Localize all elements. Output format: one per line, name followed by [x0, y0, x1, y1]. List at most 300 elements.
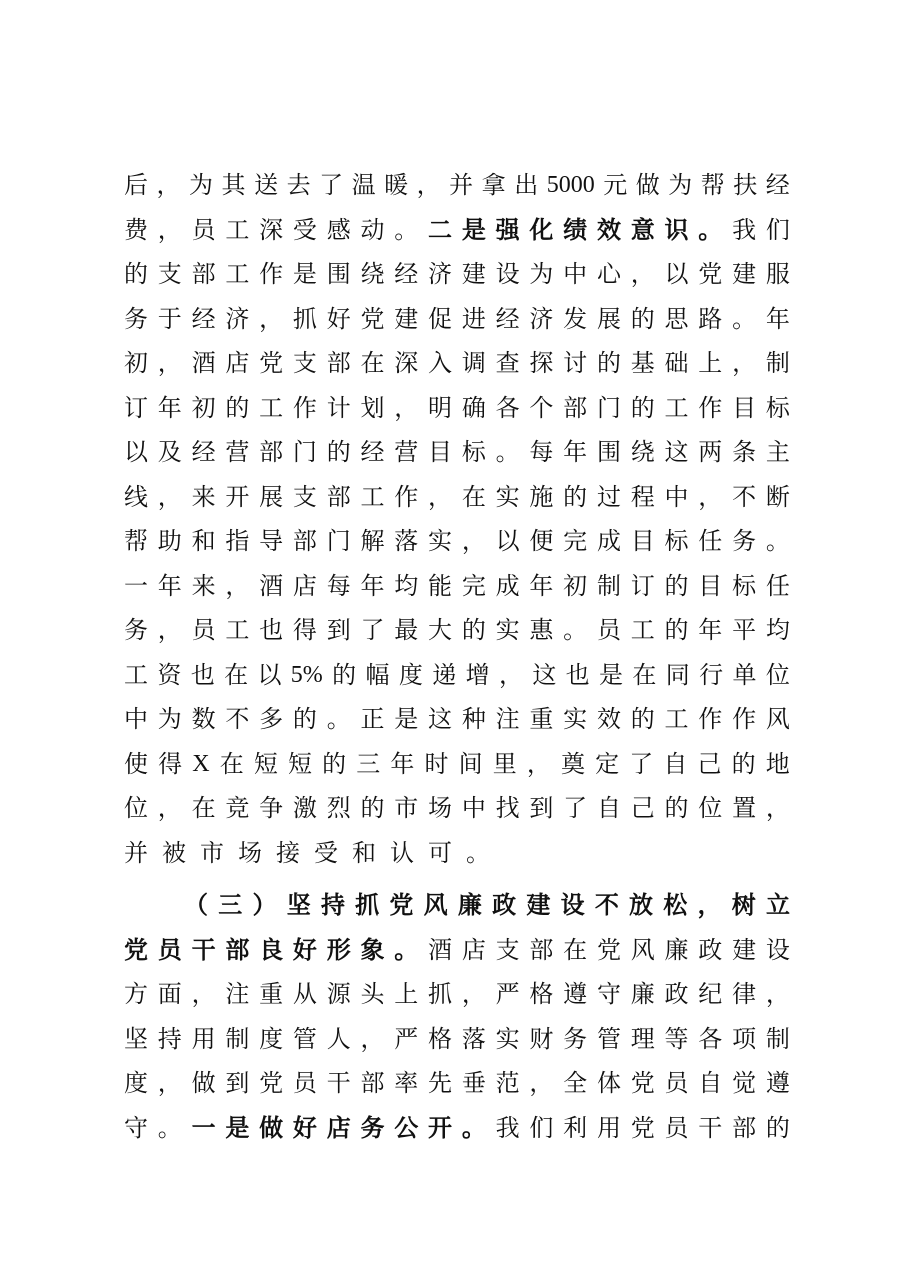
- text-char: 单: [732, 660, 757, 689]
- text-char: 确: [461, 393, 486, 422]
- text-char: 部: [259, 438, 284, 466]
- text-char: 年: [765, 304, 790, 333]
- text-char: 管: [292, 1024, 317, 1053]
- text-char: 的: [461, 616, 486, 644]
- text-char: 开: [225, 482, 250, 511]
- text-line: [124, 386, 790, 431]
- text-char: 每: [529, 438, 554, 466]
- text-char: 。: [394, 215, 419, 244]
- text-char: ，: [157, 616, 182, 644]
- text-char: 设: [765, 935, 790, 964]
- text-char: 以: [495, 527, 520, 555]
- text-char: 市: [394, 794, 419, 822]
- text-char: 正: [360, 705, 385, 733]
- text-char: 体: [596, 1069, 621, 1097]
- text-char: 以: [664, 260, 689, 288]
- text-char: 员: [191, 215, 216, 244]
- text-char: 抓: [292, 304, 317, 333]
- text-char: ，: [461, 980, 486, 1008]
- text-char: 在: [219, 749, 244, 778]
- text-char: 经: [191, 438, 216, 466]
- text-char: 济: [529, 304, 554, 333]
- text-char: 守: [596, 980, 621, 1008]
- text-char: 了: [360, 616, 385, 644]
- text-char: 划: [360, 393, 385, 422]
- text-char: 实: [563, 705, 588, 733]
- text-char: ，: [156, 171, 181, 199]
- body-text: [124, 163, 790, 1150]
- text-char: 中: [461, 794, 486, 822]
- text-char: 落: [394, 527, 419, 555]
- text-char: 落: [461, 1024, 486, 1053]
- text-char: 目: [732, 393, 757, 422]
- text-char: 均: [765, 616, 790, 644]
- text-line: [124, 341, 790, 386]
- text-char: 初: [124, 349, 148, 377]
- text-char: 种: [461, 705, 486, 733]
- text-char: 度: [124, 1069, 148, 1097]
- text-char: 注: [495, 705, 520, 733]
- text-char: 经: [360, 438, 385, 466]
- text-char: 找: [495, 794, 520, 822]
- text-char: 部: [563, 393, 588, 422]
- text-char: 理: [630, 1024, 655, 1053]
- text-char: 的: [124, 260, 148, 288]
- text-char: 头: [360, 980, 385, 1008]
- bold-char: 好: [292, 1112, 317, 1142]
- text-char: 风: [630, 935, 655, 964]
- text-char: 工: [225, 260, 250, 288]
- bold-char: 。: [461, 1112, 486, 1142]
- text-char: 年: [157, 571, 182, 600]
- text-char: 格: [428, 1024, 453, 1053]
- text-char: 并: [449, 171, 474, 199]
- text-char: 成: [596, 527, 621, 555]
- text-char: 务: [732, 527, 757, 555]
- bold-char: 公: [394, 1112, 419, 1142]
- text-char: 的: [664, 616, 689, 644]
- text-char: 干: [326, 1069, 351, 1097]
- text-char: 自: [596, 794, 621, 822]
- text-char: 暖: [384, 171, 409, 199]
- text-char: 建: [394, 304, 419, 333]
- text-char: 幅: [365, 660, 390, 689]
- text-char: 工: [360, 482, 385, 511]
- text-char: 目: [428, 438, 453, 466]
- bold-char: 党: [389, 890, 414, 919]
- text-char: 员: [596, 616, 621, 644]
- text-char: 了: [319, 171, 344, 199]
- text-char: 接: [276, 838, 300, 867]
- text-char: 动: [360, 215, 385, 244]
- text-char: 党: [259, 1069, 284, 1097]
- text-char: 建: [732, 935, 757, 964]
- text-char: 目: [698, 571, 723, 600]
- text-char: 后: [124, 171, 148, 199]
- text-char: 及: [157, 438, 182, 466]
- text-char: 自: [663, 749, 688, 778]
- text-char: 任: [765, 571, 790, 600]
- text-char: 。: [326, 705, 351, 733]
- bold-char: 象: [360, 934, 385, 964]
- text-char: 心: [596, 260, 621, 288]
- text-char: 受: [292, 215, 317, 244]
- text-char: 干: [698, 1113, 723, 1142]
- text-char: 实: [495, 616, 520, 644]
- text-char: ，: [630, 260, 655, 288]
- text-char: 每: [326, 571, 351, 600]
- text-char: 围: [596, 438, 621, 466]
- text-char: 部: [326, 482, 351, 511]
- text-char: 订: [630, 571, 655, 600]
- text-char: 从: [292, 980, 317, 1008]
- bold-char: 三: [218, 890, 243, 919]
- text-char: 政: [698, 935, 723, 964]
- text-char: 工: [225, 215, 250, 244]
- text-char: 发: [563, 304, 588, 333]
- text-char: 到: [529, 794, 554, 822]
- text-char: 支: [292, 482, 317, 511]
- text-char: 店: [225, 349, 250, 377]
- text-char: 位: [698, 794, 723, 822]
- text-char: 为: [529, 260, 554, 288]
- text-char: 初: [191, 393, 216, 422]
- text-char: 注: [225, 980, 250, 1008]
- text-char: 支: [292, 349, 317, 377]
- text-line: [124, 1061, 790, 1106]
- text-char: 来: [191, 571, 216, 600]
- text-char: 订: [124, 393, 148, 422]
- text-char: 争: [259, 794, 284, 822]
- text-char: 路: [698, 304, 723, 333]
- text-char: 计: [326, 393, 351, 422]
- text-char: ，: [416, 171, 441, 199]
- text-char: 扶: [733, 171, 758, 199]
- text-char: 这: [532, 660, 557, 689]
- text-char: 去: [286, 171, 311, 199]
- text-char: 持: [157, 1024, 182, 1053]
- text-char: 指: [225, 527, 250, 555]
- text-char: 深: [259, 215, 284, 244]
- text-char: 作: [698, 393, 723, 422]
- bold-char: 意: [630, 214, 655, 244]
- text-char: 在: [563, 935, 588, 964]
- text-char: 做: [191, 1069, 216, 1097]
- text-char: 为: [189, 171, 214, 199]
- text-char: 年: [360, 571, 385, 600]
- text-char: 断: [765, 482, 790, 511]
- text-char: 在: [360, 349, 385, 377]
- text-char: 送: [254, 171, 279, 199]
- text-char: 年: [698, 616, 723, 644]
- bold-char: 一: [191, 1112, 216, 1142]
- text-char: 是: [292, 260, 317, 288]
- bold-char: 是: [461, 214, 486, 244]
- text-char: 在: [224, 660, 249, 689]
- text-char: ，: [526, 749, 551, 778]
- text-char: 工: [664, 705, 689, 733]
- text-char: 于: [157, 304, 182, 333]
- text-char: 年: [157, 393, 182, 422]
- text-char: 的: [630, 705, 655, 733]
- text-number: 5%: [290, 661, 323, 688]
- text-line: [124, 1017, 790, 1062]
- text-char: 的: [596, 349, 621, 377]
- text-char: 中: [563, 260, 588, 288]
- text-char: 以: [124, 438, 148, 466]
- text-char: 来: [191, 482, 216, 511]
- text-char: 源: [326, 980, 351, 1008]
- text-char: ，: [157, 349, 182, 377]
- bold-char: 政: [492, 890, 517, 919]
- text-char: 各: [698, 1024, 723, 1053]
- text-char: 重: [259, 980, 284, 1008]
- bold-char: 良: [259, 934, 284, 964]
- text-char: 效: [596, 705, 621, 733]
- text-char: 完: [563, 527, 588, 555]
- text-char: 探: [529, 349, 554, 377]
- bold-char: 风: [423, 890, 448, 919]
- text-char: 和: [191, 527, 216, 555]
- text-char: ，: [394, 393, 419, 422]
- text-char: 中: [664, 482, 689, 511]
- text-char: 党: [630, 1113, 655, 1142]
- text-char: 导: [259, 527, 284, 555]
- bold-char: 员: [157, 934, 182, 964]
- bold-char: （: [184, 890, 208, 919]
- text-char: 济: [225, 304, 250, 333]
- text-char: 的: [630, 393, 655, 422]
- text-char: 的: [563, 482, 588, 511]
- text-char: 础: [664, 349, 689, 377]
- text-char: ，: [765, 794, 790, 822]
- text-char: 律: [732, 980, 757, 1008]
- text-char: 激: [292, 794, 317, 822]
- text-char: 经: [191, 304, 216, 333]
- text-char: 为: [668, 171, 693, 199]
- text-char: 廉: [630, 980, 655, 1008]
- bold-char: 是: [225, 1112, 250, 1142]
- text-char: 做: [635, 171, 660, 199]
- text-char: 工: [225, 616, 250, 644]
- bold-char: 好: [292, 934, 317, 964]
- text-char: 部: [326, 349, 351, 377]
- text-char: 觉: [732, 1069, 757, 1097]
- bold-char: 党: [124, 934, 148, 964]
- text-char: 部: [360, 1069, 385, 1097]
- text-char: 部: [191, 260, 216, 288]
- text-char: 店: [292, 571, 317, 600]
- bold-char: 化: [529, 214, 554, 244]
- text-char: 完: [461, 571, 486, 600]
- text-char: 上: [698, 349, 723, 377]
- text-char: 年: [529, 571, 554, 600]
- text-char: 场: [238, 838, 262, 867]
- text-char: 其: [221, 171, 246, 199]
- text-char: 能: [428, 571, 453, 600]
- text-char: 标: [732, 571, 757, 600]
- text-char: 三: [356, 749, 381, 778]
- text-char: 思: [664, 304, 689, 333]
- text-char: ，: [225, 571, 250, 600]
- text-char: 们: [765, 215, 790, 244]
- text-char: 人: [326, 1024, 351, 1053]
- text-char: 用: [191, 1024, 216, 1053]
- text-char: 施: [529, 482, 554, 511]
- text-char: 两: [698, 438, 723, 466]
- text-char: 年: [563, 438, 588, 466]
- text-char: 初: [563, 571, 588, 600]
- text-char: 政: [664, 980, 689, 1008]
- text-char: 的: [765, 1113, 790, 1142]
- text-char: 用: [596, 1113, 621, 1142]
- text-char: ，: [157, 1069, 182, 1097]
- text-char: 严: [495, 980, 520, 1008]
- text-char: 门: [596, 393, 621, 422]
- text-char: 里: [492, 749, 517, 778]
- text-char: 入: [428, 349, 453, 377]
- text-char: 等: [664, 1024, 689, 1053]
- text-line: [124, 831, 790, 876]
- text-char: 。: [466, 838, 490, 867]
- text-char: 认: [390, 838, 414, 867]
- text-char: 党: [259, 349, 284, 377]
- text-char: 管: [596, 1024, 621, 1053]
- text-char: 。: [495, 438, 520, 466]
- text-line: [124, 430, 790, 475]
- text-char: 的: [360, 794, 385, 822]
- text-char: 增: [465, 660, 490, 689]
- text-line: [124, 163, 790, 208]
- text-char: 程: [630, 482, 655, 511]
- text-char: ，: [157, 215, 182, 244]
- text-char: 格: [529, 980, 554, 1008]
- text-char: 不: [732, 482, 757, 511]
- text-char: 这: [428, 705, 453, 733]
- text-char: 地: [765, 749, 790, 778]
- text-char: 务: [124, 304, 148, 333]
- text-char: 市: [200, 838, 224, 867]
- text-char: 的: [664, 794, 689, 822]
- bold-char: ）: [252, 890, 277, 919]
- text-char: 使: [124, 749, 148, 778]
- text-char: 的: [326, 438, 351, 466]
- text-line: [124, 564, 790, 609]
- bold-char: 二: [428, 214, 453, 244]
- text-char: 帮: [700, 171, 725, 199]
- text-char: 可: [428, 838, 452, 867]
- text-char: 也: [565, 660, 590, 689]
- text-char: 严: [394, 1024, 419, 1053]
- text-char: 垂: [461, 1069, 486, 1097]
- text-char: 度: [259, 1024, 284, 1053]
- text-char: 党: [630, 1069, 655, 1097]
- bold-char: 抓: [355, 890, 380, 919]
- text-char: 作: [259, 260, 284, 288]
- text-char: 实: [495, 482, 520, 511]
- text-char: 员: [664, 1113, 689, 1142]
- text-char: 年: [390, 749, 415, 778]
- text-char: 时: [424, 749, 449, 778]
- text-char: 设: [495, 260, 520, 288]
- text-line: [124, 208, 790, 253]
- text-char: 一: [124, 571, 148, 600]
- bold-char: 店: [326, 1112, 351, 1142]
- text-char: 深: [394, 349, 419, 377]
- text-char: 务: [563, 1024, 588, 1053]
- text-char: 遵: [765, 1069, 790, 1097]
- bold-char: 持: [320, 890, 345, 919]
- text-char: 先: [428, 1069, 453, 1097]
- text-char: 面: [157, 980, 182, 1008]
- text-line: [124, 786, 790, 831]
- bold-char: 放: [629, 890, 654, 919]
- bold-char: 松: [663, 890, 688, 919]
- bold-char: 强: [495, 214, 520, 244]
- text-char: 也: [190, 660, 215, 689]
- text-char: ，: [157, 794, 182, 822]
- text-char: ，: [698, 482, 723, 511]
- bold-char: 识: [664, 214, 689, 244]
- text-char: 部: [292, 527, 317, 555]
- text-char: 己: [697, 749, 722, 778]
- text-char: 展: [259, 482, 284, 511]
- bold-char: 做: [259, 1112, 284, 1142]
- text-char: 。: [563, 616, 588, 644]
- text-char: 酒: [259, 571, 284, 600]
- text-line: [124, 742, 790, 787]
- text-char: 的: [292, 705, 317, 733]
- text-char: 坚: [124, 1024, 148, 1053]
- text-char: 行: [699, 660, 724, 689]
- text-char: 讨: [563, 349, 588, 377]
- text-char: 短: [287, 749, 312, 778]
- text-char: 制: [596, 571, 621, 600]
- bold-char: 形: [326, 934, 351, 964]
- text-char: 短: [253, 749, 278, 778]
- text-char: 并: [124, 838, 148, 867]
- text-char: 店: [461, 935, 486, 964]
- text-char: 经: [495, 304, 520, 333]
- text-char: 标: [461, 438, 486, 466]
- text-char: 奠: [560, 749, 585, 778]
- text-char: ，: [498, 660, 523, 689]
- text-char: 各: [495, 393, 520, 422]
- text-char: 位: [765, 660, 790, 689]
- text-char: 个: [529, 393, 554, 422]
- text-char: 项: [732, 1024, 757, 1053]
- text-char: 递: [432, 660, 457, 689]
- text-char: 制: [765, 349, 790, 377]
- text-char: 围: [326, 260, 351, 288]
- text-char: 费: [124, 215, 148, 244]
- text-char: 定: [595, 749, 620, 778]
- text-char: 查: [495, 349, 520, 377]
- text-char: 帮: [124, 527, 148, 555]
- text-char: 作: [698, 705, 723, 733]
- text-line: [124, 697, 790, 742]
- text-char: 标: [664, 527, 689, 555]
- text-char: 实: [495, 1024, 520, 1053]
- text-char: 资: [157, 660, 182, 689]
- text-char: 营: [225, 438, 250, 466]
- text-char: 任: [698, 527, 723, 555]
- text-char: 得: [158, 749, 183, 778]
- text-char: 感: [326, 215, 351, 244]
- text-char: ，: [191, 980, 216, 1008]
- text-char: 员: [191, 616, 216, 644]
- text-char: 利: [563, 1113, 588, 1142]
